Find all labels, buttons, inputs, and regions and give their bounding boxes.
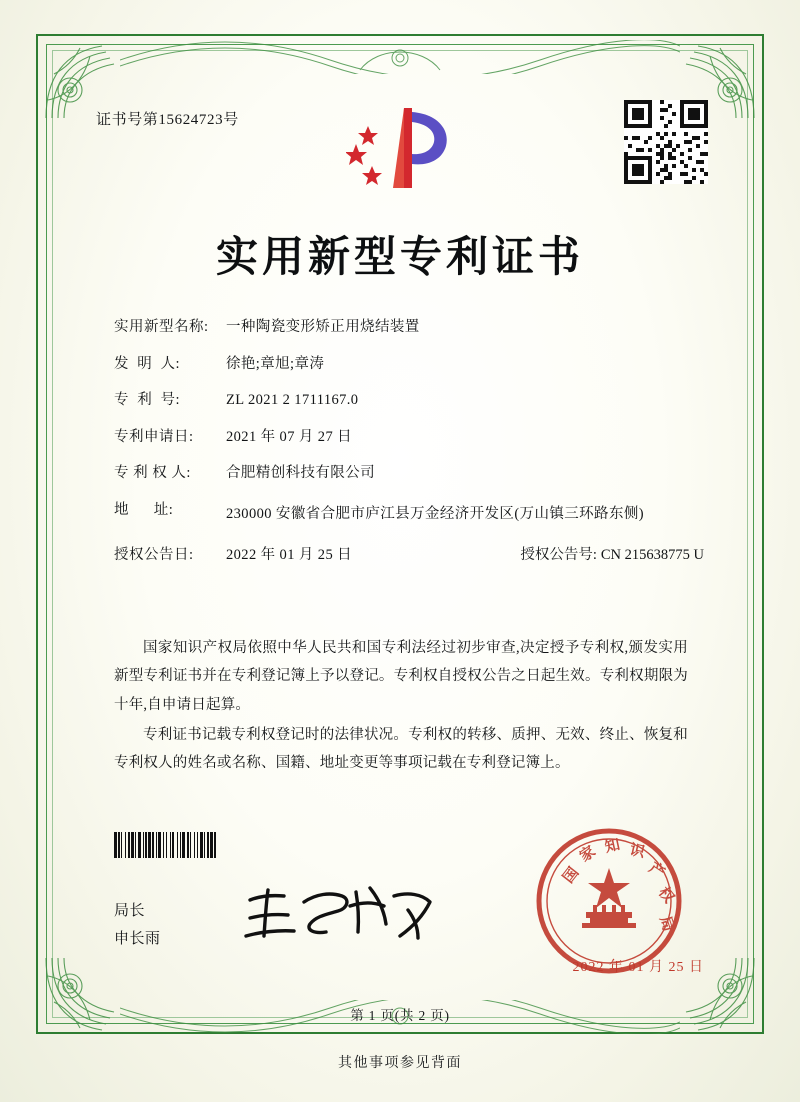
svg-text:知: 知 xyxy=(603,835,622,856)
svg-text:权: 权 xyxy=(654,883,679,907)
field-value-grant-number: CN 215638775 U xyxy=(600,547,704,564)
field-list xyxy=(114,320,704,585)
handwritten-signature-icon xyxy=(238,884,438,946)
certificate-number: 证书号第15624723号 xyxy=(96,112,239,128)
svg-text:家: 家 xyxy=(576,841,599,866)
ornament-corner-bottom-left xyxy=(40,952,126,1038)
field-value: 徐艳;章旭;章涛 xyxy=(226,355,325,372)
field-value: ZL 2021 2 1711167.0 xyxy=(226,392,359,408)
field-label: 发 明 人: xyxy=(114,355,181,372)
field-value: 2021 年 07 月 27 日 xyxy=(226,428,353,445)
qr-code-icon xyxy=(624,100,708,184)
ornament-edge-top xyxy=(120,40,680,74)
field-inventors xyxy=(114,357,704,372)
signature-title: 局长 xyxy=(114,903,146,919)
field-value: 230000 安徽省合肥市庐江县万金经济开发区(万山镇三环路东侧) xyxy=(226,505,644,522)
svg-text:识: 识 xyxy=(628,840,647,862)
barcode-bar xyxy=(216,832,217,858)
field-label: 专利申请日: xyxy=(114,428,194,445)
page-indicator: 第 1 页(共 2 页) xyxy=(350,1008,450,1023)
field-utility-model-name xyxy=(114,320,704,335)
field-patentee xyxy=(114,466,704,481)
field-value-grant-date: 2022 年 01 月 25 日 xyxy=(226,547,353,564)
legal-paragraph-1: 国家知识产权局依照中华人民共和国专利法经过初步审查,决定授予专利权,颁发实用新型专利证书并在专利登记簿上予以登记。专利权自授权公告之日起生效。专利权期限为十年,自申请日起算。 xyxy=(114,640,688,713)
seal-date: 2022 年 01 月 25 日 xyxy=(572,960,704,975)
page-title: 实用新型专利证书 xyxy=(215,232,584,281)
field-label: 专 利 号: xyxy=(114,392,181,408)
field-label-grant-date: 授权公告日: xyxy=(114,547,194,564)
signature-name: 申长雨 xyxy=(114,930,161,947)
legal-text xyxy=(114,634,688,779)
signature-block xyxy=(114,898,161,954)
field-patent-number xyxy=(114,393,704,408)
field-label: 专 利 权 人: xyxy=(114,465,191,481)
svg-text:国: 国 xyxy=(558,863,583,887)
footnote: 其他事项参见背面 xyxy=(338,1056,462,1071)
field-address xyxy=(114,503,704,527)
field-grant-row xyxy=(114,548,704,563)
patent-office-emblem-icon xyxy=(346,100,456,196)
field-value: 一种陶瓷变形矫正用烧结装置 xyxy=(226,319,420,335)
field-label-grant-number: 授权公告号: xyxy=(520,547,597,564)
official-red-seal-icon xyxy=(534,826,684,976)
field-label: 实用新型名称: xyxy=(114,319,209,335)
svg-text:局: 局 xyxy=(656,913,678,934)
barcode xyxy=(114,832,324,858)
svg-text:产: 产 xyxy=(645,858,669,882)
field-application-date xyxy=(114,430,704,445)
field-label: 地 址: xyxy=(114,501,174,518)
field-value: 合肥精创科技有限公司 xyxy=(226,465,375,481)
legal-paragraph-2: 专利证书记载专利权登记时的法律状况。专利权的转移、质押、无效、终止、恢复和专利权人的姓名或名称、国籍、地址变更等事项记载在专利登记簿上。 xyxy=(114,726,688,772)
